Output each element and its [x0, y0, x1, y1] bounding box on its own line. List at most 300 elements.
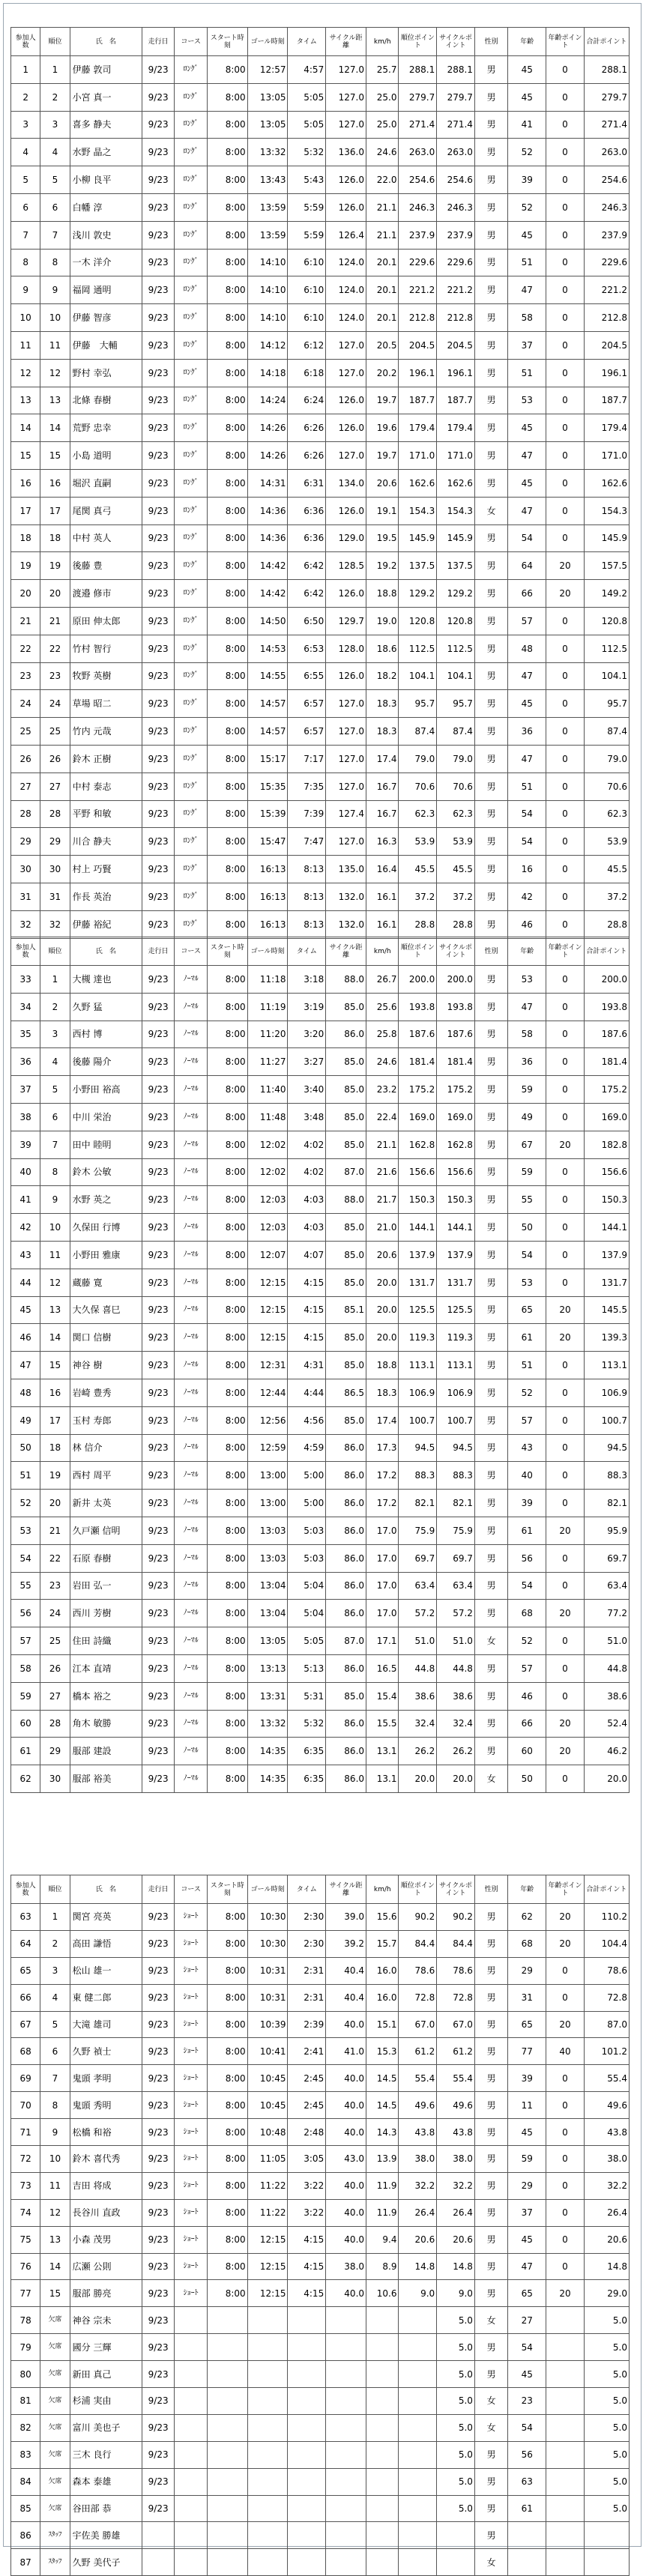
cell-speed: 20.1 [366, 304, 399, 332]
cell-distance-points: 181.4 [437, 1048, 475, 1076]
cell-total-points: 46.2 [584, 1738, 629, 1765]
cell-time: 4:02 [288, 1158, 326, 1186]
cell-distance: 85.0 [326, 1324, 366, 1352]
cell-total-points: 69.7 [584, 1544, 629, 1572]
cell-participant-no: 15 [11, 442, 40, 470]
cell-total-points: 44.8 [584, 1654, 629, 1682]
cell-gender: 男 [474, 1406, 508, 1434]
cell-gender: 男 [474, 1957, 508, 1984]
cell-goal-time: 13:03 [247, 1544, 288, 1572]
cell-distance-points: 162.8 [437, 1131, 475, 1158]
cell-rank: 欠席 [40, 2414, 70, 2441]
cell-rank: 9 [40, 2119, 70, 2146]
cell-date: 9/23 [142, 1600, 174, 1627]
cell-goal-time: 14:55 [247, 662, 288, 690]
cell-rank-points: 75.9 [399, 1517, 437, 1544]
cell-total-points: 145.9 [584, 524, 629, 552]
cell-distance-points: 26.2 [437, 1738, 475, 1765]
cell-age-points: 0 [546, 635, 585, 662]
cell-distance-points: 196.1 [437, 359, 475, 387]
cell-speed: 21.0 [366, 1214, 399, 1242]
cell-rank-points: 9.0 [399, 2280, 437, 2307]
cell-gender: 男 [474, 910, 508, 938]
cell-goal-time: 12:59 [247, 1434, 288, 1462]
cell-age-points: 0 [546, 1352, 585, 1379]
cell-age: 77 [508, 2038, 546, 2065]
cell-goal-time: 14:10 [247, 249, 288, 276]
cell-time: 2:48 [288, 2119, 326, 2146]
cell-course: ﾉｰﾏﾙ [175, 1158, 207, 1186]
cell-name: 小野田 裕高 [70, 1076, 142, 1104]
cell-name: 尾関 真弓 [70, 497, 142, 524]
cell-name: 鬼頭 孝明 [70, 2065, 142, 2092]
cell-date: 9/23 [142, 1490, 174, 1517]
cell-goal-time: 14:10 [247, 276, 288, 304]
table-row [11, 1600, 630, 1627]
cell-gender: 男 [474, 2495, 508, 2522]
cell-start-time: 8:00 [207, 2038, 247, 2065]
cell-age: 47 [508, 745, 546, 773]
cell-start-time: 8:00 [207, 1379, 247, 1406]
cell-distance: 127.0 [326, 745, 366, 773]
cell-name: 吉田 将成 [70, 2172, 142, 2199]
cell-course: ﾛﾝｸﾞ [175, 910, 207, 938]
cell-start-time [207, 2441, 247, 2468]
table-row [11, 469, 630, 497]
cell-rank-points: 162.8 [399, 1131, 437, 1158]
cell-distance [326, 2361, 366, 2388]
cell-rank-points: 113.1 [399, 1352, 437, 1379]
cell-gender: 男 [474, 1904, 508, 1931]
cell-distance-points: 70.6 [437, 773, 475, 800]
cell-name: 角木 敏勝 [70, 1710, 142, 1738]
cell-distance: 127.0 [326, 56, 366, 84]
cell-distance: 86.0 [326, 1517, 366, 1544]
cell-name: 國分 三輝 [70, 2334, 142, 2361]
cell-rank: 25 [40, 718, 70, 746]
cell-start-time: 8:00 [207, 800, 247, 828]
cell-rank: 5 [40, 2011, 70, 2038]
cell-gender: 男 [474, 1544, 508, 1572]
cell-name: 鈴木 公敏 [70, 1158, 142, 1186]
cell-start-time: 8:00 [207, 414, 247, 442]
cell-speed: 8.9 [366, 2253, 399, 2280]
cell-speed: 24.6 [366, 1048, 399, 1076]
col-name: 氏 名 [70, 937, 142, 966]
cell-rank-points: 87.4 [399, 718, 437, 746]
col-total-points: 合計ポイント [584, 1875, 629, 1904]
table-row [11, 1048, 630, 1076]
cell-name: 喜多 静夫 [70, 111, 142, 139]
cell-distance: 86.0 [326, 1738, 366, 1765]
cell-rank: 7 [40, 1131, 70, 1158]
cell-distance: 40.4 [326, 1984, 366, 2011]
cell-goal-time [247, 2522, 288, 2549]
cell-name: 中川 栄治 [70, 1103, 142, 1131]
cell-speed: 14.5 [366, 2092, 399, 2119]
cell-course: ﾛﾝｸﾞ [175, 497, 207, 524]
cell-rank-points: 37.2 [399, 883, 437, 910]
cell-gender: 男 [474, 359, 508, 387]
cell-rank-points: 181.4 [399, 1048, 437, 1076]
cell-gender: 男 [474, 1462, 508, 1490]
cell-distance-points: 5.0 [437, 2441, 475, 2468]
cell-age: 45 [508, 2119, 546, 2146]
cell-start-time [207, 2468, 247, 2495]
cell-total-points: 157.5 [584, 552, 629, 580]
cell-rank-points: 88.3 [399, 1462, 437, 1490]
cell-goal-time: 10:41 [247, 2038, 288, 2065]
cell-start-time: 8:00 [207, 2253, 247, 2280]
cell-distance: 135.0 [326, 856, 366, 883]
cell-course: ｼｮｰﾄ [175, 1957, 207, 1984]
cell-time: 3:40 [288, 1076, 326, 1104]
cell-rank: 1 [40, 56, 70, 84]
cell-date: 9/23 [142, 1021, 174, 1048]
cell-age-points: 0 [546, 1076, 585, 1104]
cell-age-points [546, 2441, 585, 2468]
cell-gender: 男 [474, 2522, 508, 2549]
cell-name: 一木 洋介 [70, 249, 142, 276]
cell-rank: 18 [40, 1434, 70, 1462]
cell-age-points: 20 [546, 552, 585, 580]
short-course-table [10, 1875, 630, 2576]
cell-distance: 127.0 [326, 331, 366, 359]
cell-speed: 17.3 [366, 1434, 399, 1462]
table-row [11, 2253, 630, 2280]
cell-date: 9/23 [142, 359, 174, 387]
cell-distance: 85.0 [326, 1352, 366, 1379]
cell-age: 39 [508, 166, 546, 194]
cell-total-points: 246.3 [584, 193, 629, 221]
cell-rank-points: 150.3 [399, 1186, 437, 1214]
cell-speed: 18.6 [366, 635, 399, 662]
cell-course: ﾛﾝｸﾞ [175, 83, 207, 111]
cell-participant-no: 58 [11, 1654, 40, 1682]
col-date: 走行日 [142, 937, 174, 966]
cell-age: 45 [508, 56, 546, 84]
cell-time: 6:18 [288, 359, 326, 387]
cell-distance: 132.0 [326, 883, 366, 910]
cell-total-points: 112.5 [584, 635, 629, 662]
cell-distance-points: 279.7 [437, 83, 475, 111]
cell-date: 9/23 [142, 718, 174, 746]
cell-name: 村上 巧賢 [70, 856, 142, 883]
cell-participant-no: 78 [11, 2307, 40, 2334]
table-row [11, 1682, 630, 1710]
cell-participant-no: 28 [11, 800, 40, 828]
cell-distance-points: 9.0 [437, 2280, 475, 2307]
cell-age: 40 [508, 1462, 546, 1490]
cell-goal-time: 13:43 [247, 166, 288, 194]
cell-time: 3:48 [288, 1103, 326, 1131]
cell-goal-time: 14:12 [247, 331, 288, 359]
cell-name: 伊藤 智彦 [70, 304, 142, 332]
cell-start-time: 8:00 [207, 607, 247, 635]
cell-total-points: 106.9 [584, 1379, 629, 1406]
cell-age-points: 0 [546, 1241, 585, 1269]
cell-name: 富川 美也子 [70, 2414, 142, 2441]
cell-goal-time: 13:05 [247, 83, 288, 111]
cell-goal-time: 12:57 [247, 56, 288, 84]
cell-speed: 19.6 [366, 414, 399, 442]
cell-age-points: 20 [546, 1710, 585, 1738]
cell-start-time: 8:00 [207, 2280, 247, 2307]
cell-goal-time: 12:15 [247, 1269, 288, 1296]
cell-total-points: 14.8 [584, 2253, 629, 2280]
cell-total-points: 62.3 [584, 800, 629, 828]
cell-speed: 20.0 [366, 1296, 399, 1324]
cell-rank: 4 [40, 1048, 70, 1076]
cell-gender: 男 [474, 745, 508, 773]
cell-date: 9/23 [142, 2065, 174, 2092]
cell-rank: 20 [40, 1490, 70, 1517]
cell-total-points: 120.8 [584, 607, 629, 635]
cell-age: 60 [508, 1738, 546, 1765]
cell-course: ﾉｰﾏﾙ [175, 1241, 207, 1269]
cell-distance: 127.0 [326, 773, 366, 800]
cell-goal-time: 15:47 [247, 828, 288, 856]
cell-total-points: 171.0 [584, 442, 629, 470]
cell-start-time: 8:00 [207, 497, 247, 524]
cell-rank: 欠席 [40, 2468, 70, 2495]
cell-speed [366, 2414, 399, 2441]
table-header [11, 937, 630, 966]
col-age: 年齢 [508, 28, 546, 56]
cell-distance: 124.0 [326, 249, 366, 276]
cell-rank: 10 [40, 1214, 70, 1242]
cell-age: 47 [508, 276, 546, 304]
cell-goal-time: 16:13 [247, 910, 288, 938]
cell-age-points: 20 [546, 1517, 585, 1544]
cell-rank: 27 [40, 1682, 70, 1710]
cell-goal-time: 14:42 [247, 580, 288, 608]
cell-goal-time: 13:13 [247, 1654, 288, 1682]
cell-goal-time: 10:31 [247, 1984, 288, 2011]
cell-rank-points: 20.0 [399, 1765, 437, 1793]
table-row [11, 1296, 630, 1324]
cell-goal-time: 12:07 [247, 1241, 288, 1269]
cell-gender: 男 [474, 2011, 508, 2038]
cell-speed: 20.1 [366, 276, 399, 304]
cell-total-points: 38.6 [584, 1682, 629, 1710]
cell-distance: 124.0 [326, 276, 366, 304]
cell-course: ﾉｰﾏﾙ [175, 1186, 207, 1214]
cell-distance-points: 171.0 [437, 442, 475, 470]
table-row [11, 1021, 630, 1048]
cell-distance: 86.0 [326, 1765, 366, 1793]
cell-rank: 欠席 [40, 2361, 70, 2388]
cell-rank: 15 [40, 442, 70, 470]
cell-date: 9/23 [142, 1352, 174, 1379]
cell-start-time: 8:00 [207, 1324, 247, 1352]
cell-participant-no: 43 [11, 1241, 40, 1269]
table-row [11, 828, 630, 856]
cell-name: 神谷 樹 [70, 1352, 142, 1379]
cell-rank: 10 [40, 304, 70, 332]
cell-rank: 30 [40, 856, 70, 883]
cell-time: 5:04 [288, 1572, 326, 1600]
cell-gender: 男 [474, 828, 508, 856]
cell-distance: 124.0 [326, 304, 366, 332]
cell-course: ｼｮｰﾄ [175, 2172, 207, 2199]
cell-course: ﾛﾝｸﾞ [175, 828, 207, 856]
cell-total-points: 95.7 [584, 690, 629, 718]
cell-course: ﾉｰﾏﾙ [175, 993, 207, 1021]
cell-age: 27 [508, 2307, 546, 2334]
cell-course: ｼｮｰﾄ [175, 1930, 207, 1957]
cell-distance: 85.0 [326, 1682, 366, 1710]
cell-date: 9/23 [142, 1930, 174, 1957]
cell-start-time: 8:00 [207, 1627, 247, 1655]
cell-goal-time: 12:15 [247, 1324, 288, 1352]
cell-name: 鈴木 喜代秀 [70, 2146, 142, 2173]
cell-date: 9/23 [142, 2280, 174, 2307]
cell-start-time: 8:00 [207, 193, 247, 221]
cell-rank-points [399, 2495, 437, 2522]
cell-distance: 40.0 [326, 2172, 366, 2199]
cell-rank: 1 [40, 966, 70, 994]
cell-age: 52 [508, 1627, 546, 1655]
cell-rank: 16 [40, 469, 70, 497]
cell-start-time [207, 2495, 247, 2522]
cell-distance-points: 55.4 [437, 2065, 475, 2092]
cell-time: 5:59 [288, 221, 326, 249]
cell-course: ﾉｰﾏﾙ [175, 1048, 207, 1076]
cell-gender: 男 [474, 276, 508, 304]
cell-time [288, 2549, 326, 2576]
cell-rank-points: 204.5 [399, 331, 437, 359]
cell-name: 白幡 淳 [70, 193, 142, 221]
cell-age: 50 [508, 1214, 546, 1242]
cell-date: 9/23 [142, 1765, 174, 1793]
cell-course: ｼｮｰﾄ [175, 2280, 207, 2307]
cell-time: 6:10 [288, 304, 326, 332]
cell-total-points: 113.1 [584, 1352, 629, 1379]
cell-participant-no: 72 [11, 2146, 40, 2173]
cell-rank-points: 38.0 [399, 2146, 437, 2173]
cell-start-time: 8:00 [207, 2226, 247, 2253]
cell-speed [366, 2441, 399, 2468]
cell-age: 58 [508, 1021, 546, 1048]
cell-distance-points: 200.0 [437, 966, 475, 994]
cell-distance-points: 179.4 [437, 414, 475, 442]
table-row [11, 2038, 630, 2065]
cell-start-time: 8:00 [207, 139, 247, 166]
cell-time: 4:02 [288, 1131, 326, 1158]
table-row [11, 1379, 630, 1406]
cell-rank-points: 237.9 [399, 221, 437, 249]
col-distance: サイクル距離 [326, 937, 366, 966]
cell-distance-points: 84.4 [437, 1930, 475, 1957]
cell-distance: 85.0 [326, 1131, 366, 1158]
cell-age: 56 [508, 1544, 546, 1572]
cell-age-points: 20 [546, 580, 585, 608]
cell-gender: 男 [474, 1572, 508, 1600]
table-row [11, 2522, 630, 2549]
cell-rank: 欠席 [40, 2334, 70, 2361]
table-row [11, 745, 630, 773]
cell-start-time: 8:00 [207, 221, 247, 249]
cell-total-points [584, 2522, 629, 2549]
cell-time: 5:00 [288, 1462, 326, 1490]
table-row [11, 1131, 630, 1158]
cell-time: 4:15 [288, 1324, 326, 1352]
cell-participant-no: 41 [11, 1186, 40, 1214]
table-row [11, 635, 630, 662]
cell-distance: 127.0 [326, 718, 366, 746]
cell-age-points: 0 [546, 221, 585, 249]
cell-name: 鬼頭 秀明 [70, 2092, 142, 2119]
cell-name: 服部 勝亮 [70, 2280, 142, 2307]
cell-rank-points: 26.4 [399, 2199, 437, 2226]
cell-time: 7:17 [288, 745, 326, 773]
cell-distance-points [437, 2522, 475, 2549]
cell-date: 9/23 [142, 2334, 174, 2361]
cell-distance-points: 263.0 [437, 139, 475, 166]
cell-rank: 15 [40, 2280, 70, 2307]
table-row [11, 1076, 630, 1104]
cell-time: 5:05 [288, 111, 326, 139]
cell-time: 8:13 [288, 910, 326, 938]
cell-start-time: 8:00 [207, 1406, 247, 1434]
cell-participant-no: 39 [11, 1131, 40, 1158]
table-row [11, 1490, 630, 1517]
cell-rank: 28 [40, 800, 70, 828]
cell-date: 9/23 [142, 2253, 174, 2280]
cell-total-points: 263.0 [584, 139, 629, 166]
cell-goal-time: 11:19 [247, 993, 288, 1021]
cell-start-time: 8:00 [207, 1269, 247, 1296]
cell-speed [366, 2307, 399, 2334]
cell-age-points [546, 2361, 585, 2388]
cell-speed: 20.0 [366, 1324, 399, 1352]
cell-age: 16 [508, 856, 546, 883]
cell-age-points: 0 [546, 2226, 585, 2253]
cell-name: 中村 英人 [70, 524, 142, 552]
cell-rank: 24 [40, 1600, 70, 1627]
cell-goal-time [247, 2441, 288, 2468]
cell-speed: 20.0 [366, 1269, 399, 1296]
cell-distance: 43.0 [326, 2146, 366, 2173]
cell-start-time: 8:00 [207, 1241, 247, 1269]
table-row [11, 2092, 630, 2119]
cell-time: 4:44 [288, 1379, 326, 1406]
cell-age: 41 [508, 111, 546, 139]
cell-age-points: 0 [546, 1379, 585, 1406]
cell-age: 45 [508, 690, 546, 718]
cell-course [175, 2468, 207, 2495]
cell-date: 9/23 [142, 828, 174, 856]
table-row [11, 249, 630, 276]
cell-participant-no: 61 [11, 1738, 40, 1765]
cell-age-points: 0 [546, 414, 585, 442]
cell-speed [366, 2495, 399, 2522]
cell-rank: 2 [40, 993, 70, 1021]
cell-speed: 15.7 [366, 1930, 399, 1957]
cell-speed: 14.3 [366, 2119, 399, 2146]
cell-name: 長谷川 直政 [70, 2199, 142, 2226]
cell-age: 56 [508, 2441, 546, 2468]
cell-time: 5:32 [288, 1710, 326, 1738]
cell-time [288, 2334, 326, 2361]
cell-time: 6:36 [288, 524, 326, 552]
cell-rank: 3 [40, 1957, 70, 1984]
cell-age-points: 0 [546, 1572, 585, 1600]
cell-participant-no: 46 [11, 1324, 40, 1352]
table-row [11, 2307, 630, 2334]
cell-course: ﾉｰﾏﾙ [175, 1021, 207, 1048]
